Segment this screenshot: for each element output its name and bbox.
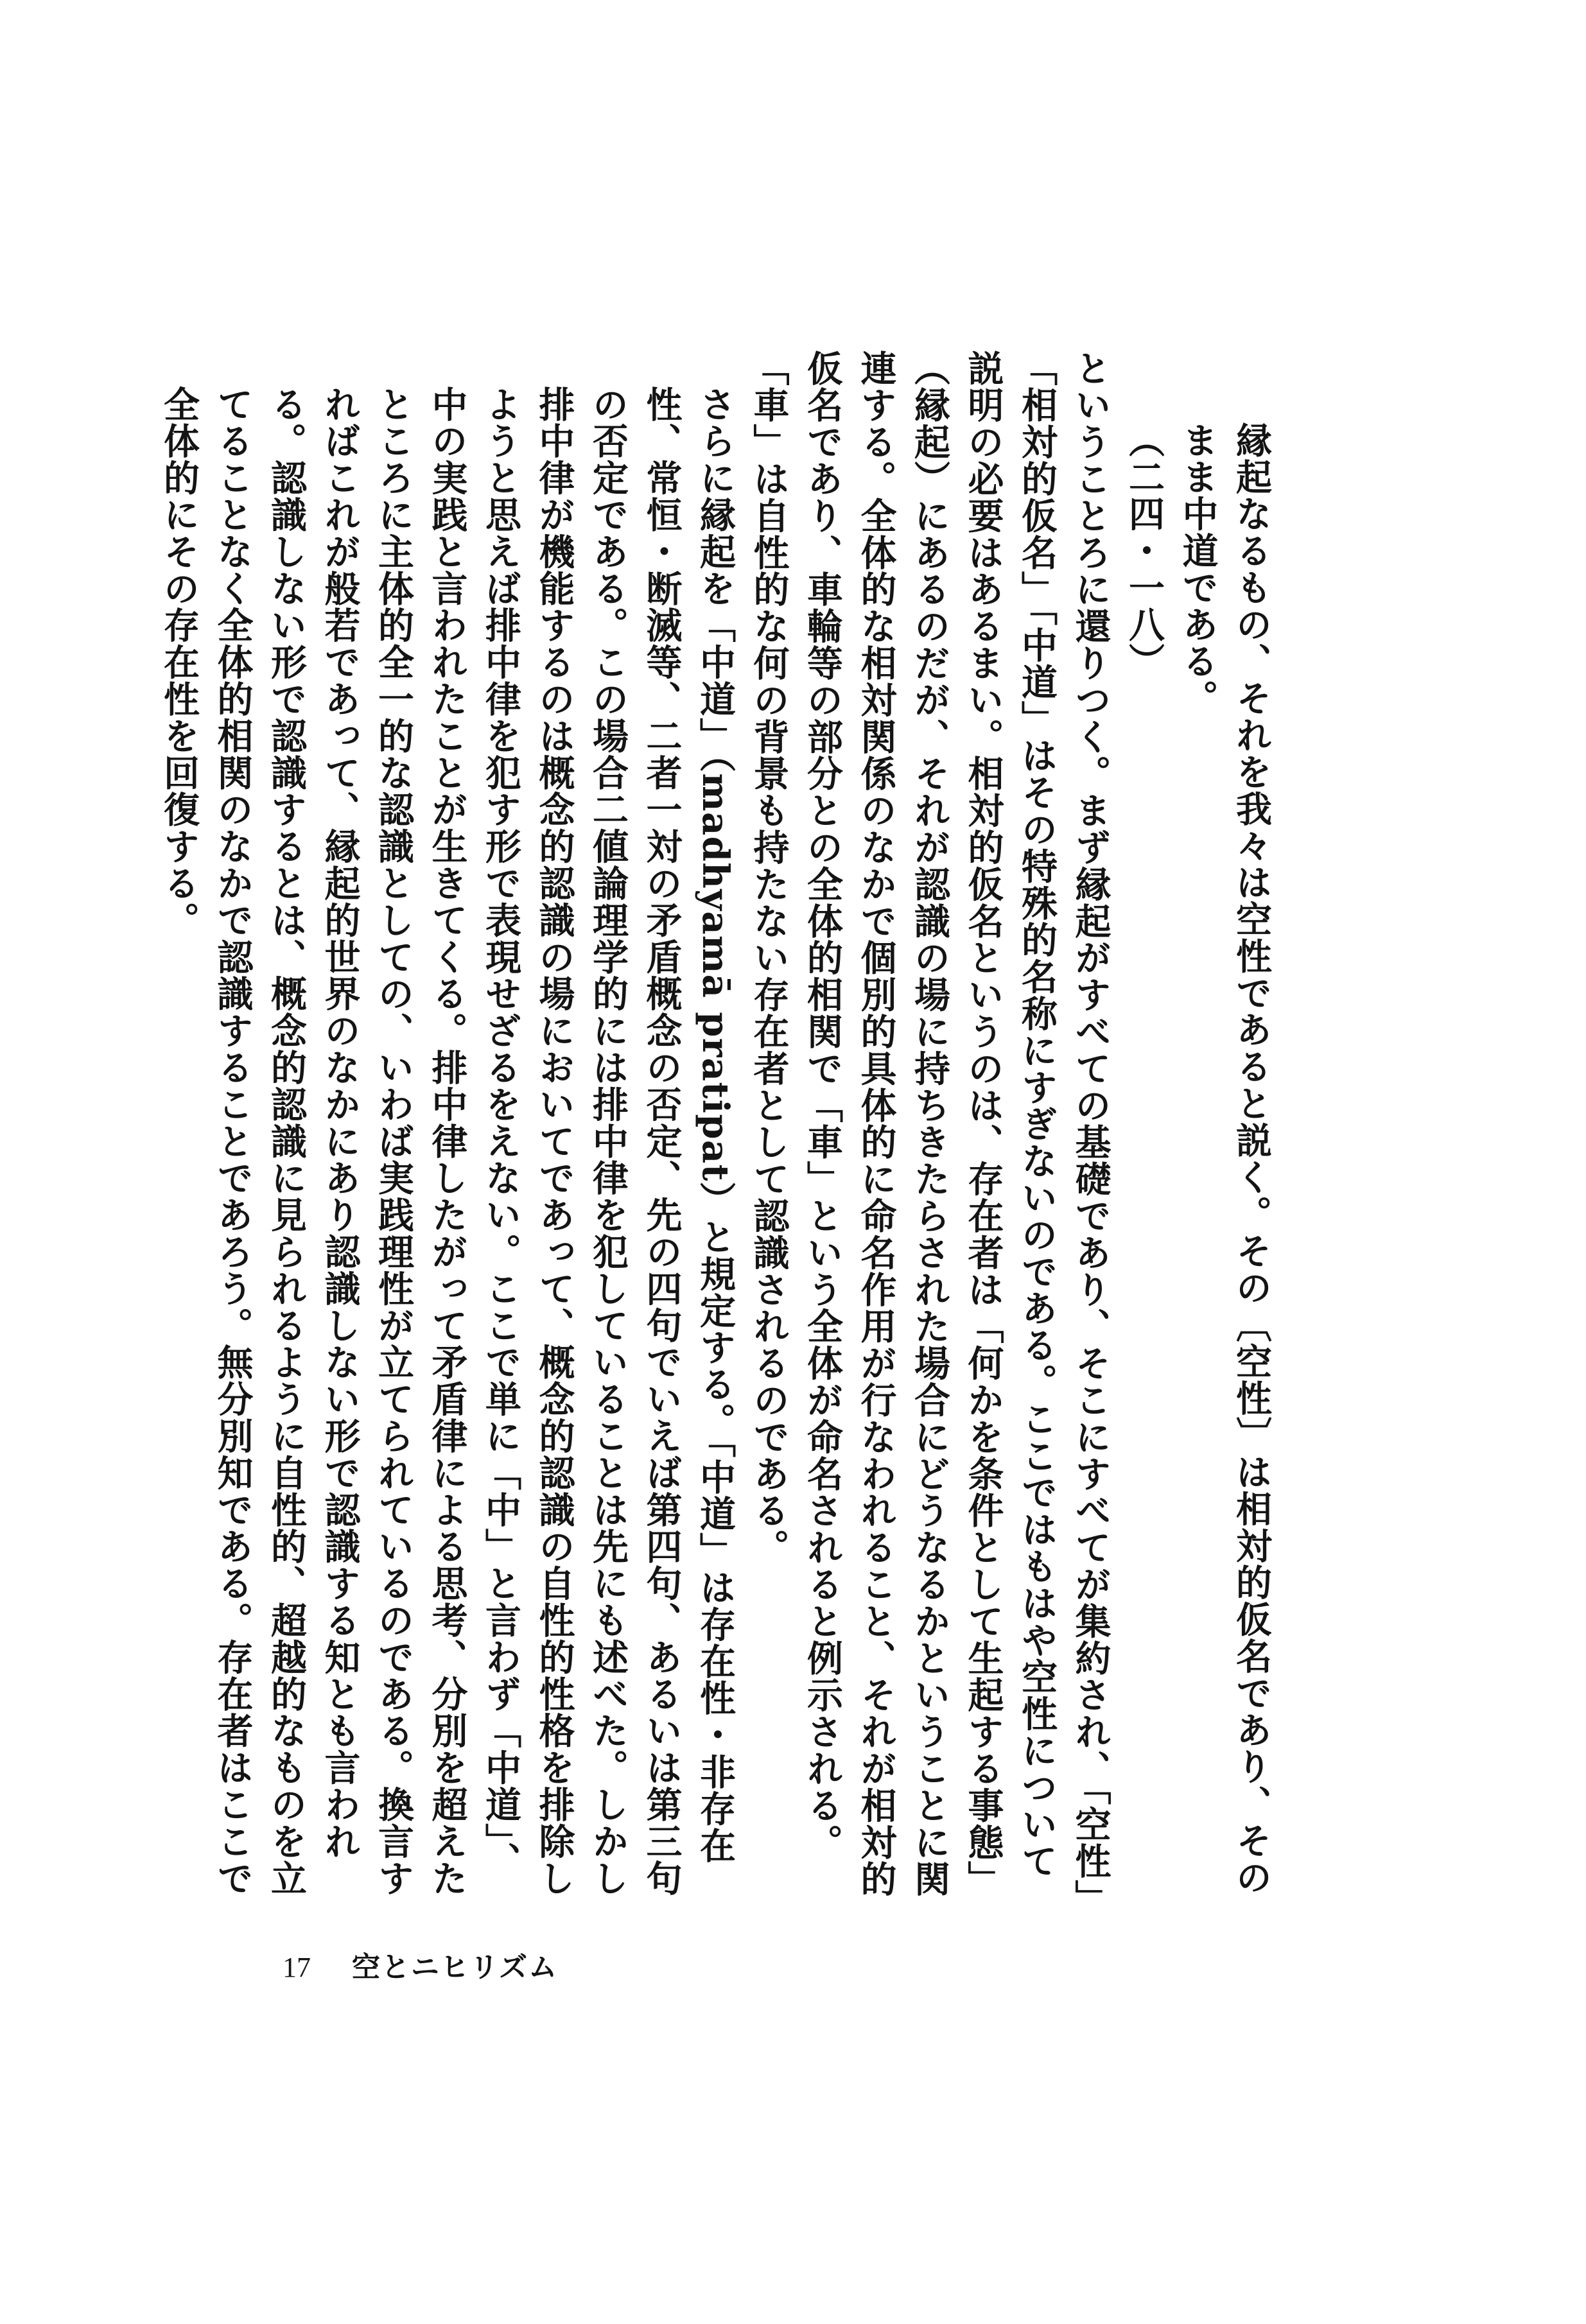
body-text xyxy=(32,350,1278,1903)
verse-citation: （二四・一八） xyxy=(1123,422,1165,680)
quoted-verse: 縁起なるもの、それを我々は空性であると説く。その〔空性〕は相対的仮名であり、そのまま中道である。 xyxy=(1176,422,1273,1896)
page-number: 17 xyxy=(283,1952,311,1983)
paragraph-middle-way: さらに縁起を「中道」（madhyamā pratipat）と規定する。「中道」は存在性・非存在性、常恒・断滅等、二者一対の矛盾概念の否定、先の四句でいえば第四句、あるいは第三句の否定である。この場合二値論理学的には排中律を犯していることは先にも述べた。しかし排中律が機能するのは概念的認識の場においてであって、概念的認識の自性的性格を排除しようと思えば排中律を犯す形で表現せざるをえない。ここで単に「中」と言わず「中道」、中の実践と言われたことが生きてくる。排中律したがって矛盾律による思考、分別を超えたところに主体的全一的な認識としての、いわば実践理性が立てられているのである。換言すればこれが般若であって、縁起的世界のなかにあり認識しない形で認識する知とも言われる。認識しない形で認識するとは、概念的認識に見られるように自性的、超越的なものを立てることなく全体的相関のなかで認識することであろう。無分別知である。存在者はここで全体的にその存在性を回復する。 xyxy=(158,386,736,1897)
paragraph-continuation: ということろに還りつく。まず縁起がすべての基礎であり、そこにすべてが集約され、「空性」「相対的仮名」「中道」はその特殊的名称にすぎないのである。ここではもはや空性について説明の必要はあるまい。相対的仮名というのは、存在者は「何かを条件として生起する事態」（縁起）にあるのだが、それが認識の場に持ちきたらされた場合にどうなるかということに関連する。全体的な相対関係のなかで個別的具体的に命名作用が行なわれること、それが相対的仮名であり、車輪等の部分との全体的相関で「車」という全体が命名されると例示される。「車」は自性的な何の背景も持たない存在者として認識されるのである。 xyxy=(747,350,1112,1899)
running-title: 空とニヒリズム xyxy=(352,1951,559,1984)
page-footer xyxy=(283,1944,558,1985)
